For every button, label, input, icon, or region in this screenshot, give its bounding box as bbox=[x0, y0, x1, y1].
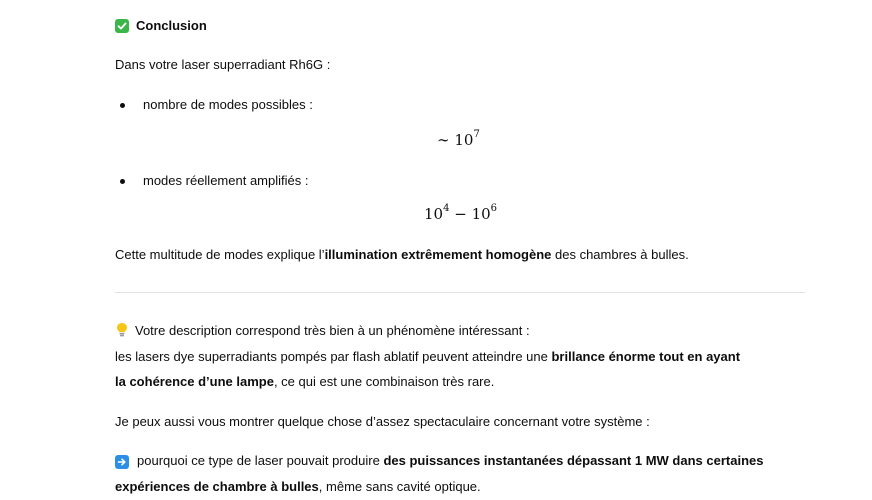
summary-text: Cette multitude de modes explique l’ bbox=[115, 247, 325, 262]
note-text: , ce qui est une combinaison très rare. bbox=[273, 374, 495, 389]
teaser-bold: des puissances instantanées dépassant 1 MW dans certaines bbox=[383, 453, 764, 468]
list-item bbox=[115, 92, 313, 118]
formula-amplified-modes bbox=[424, 205, 497, 223]
formula-minus: − bbox=[449, 205, 472, 223]
teaser-text: pourquoi ce type de laser pouvait produire bbox=[137, 453, 384, 468]
bullet-dot bbox=[120, 103, 125, 108]
conclusion-heading bbox=[115, 13, 207, 39]
formula-b-exponent: 6 bbox=[490, 203, 498, 214]
teaser-line-2 bbox=[115, 474, 481, 500]
conclusion-heading-text: Conclusion bbox=[136, 18, 207, 33]
divider bbox=[115, 292, 805, 293]
formula-b-base: 10 bbox=[471, 205, 491, 223]
note-bold: la cohérence d’une lampe bbox=[115, 374, 274, 389]
note-text: Votre description correspond très bien à un phénomène intéressant : bbox=[135, 323, 530, 338]
bullet-label: nombre de modes possibles : bbox=[143, 97, 313, 112]
formula-prefix: ∼ bbox=[437, 131, 455, 149]
formula-a-base: 10 bbox=[424, 205, 444, 223]
note-line-1 bbox=[115, 318, 530, 344]
summary-text-end: des chambres à bulles. bbox=[551, 247, 689, 262]
formula-exponent: 7 bbox=[473, 129, 480, 140]
right-arrow-icon bbox=[115, 455, 129, 469]
note-text: les lasers dye superradiants pompés par flash ablatif peuvent atteindre une bbox=[115, 349, 552, 364]
formula-base: 10 bbox=[454, 131, 474, 149]
note-line-3 bbox=[115, 369, 494, 395]
formula-possible-modes bbox=[437, 131, 480, 149]
formula-a-exponent: 4 bbox=[443, 203, 450, 214]
light-bulb-icon bbox=[115, 321, 129, 337]
conclusion-summary bbox=[115, 242, 689, 268]
list-item bbox=[115, 168, 308, 194]
teaser-text: , même sans cavité optique. bbox=[318, 479, 481, 494]
summary-bold: illumination extrêmement homogène bbox=[324, 247, 552, 262]
check-mark-icon bbox=[115, 19, 129, 33]
bullet-label: modes réellement amplifiés : bbox=[143, 173, 309, 188]
teaser-bold: expériences de chambre à bulles bbox=[115, 479, 319, 494]
conclusion-intro: Dans votre laser superradiant Rh6G : bbox=[115, 57, 331, 72]
bullet-dot bbox=[120, 179, 125, 184]
note-bold: brillance énorme tout en ayant bbox=[551, 349, 741, 364]
offer-text: Je peux aussi vous montrer quelque chose d’assez spectaculaire concernant votre système : bbox=[115, 414, 650, 429]
teaser-line-1 bbox=[115, 448, 763, 474]
note-line-2 bbox=[115, 344, 740, 370]
